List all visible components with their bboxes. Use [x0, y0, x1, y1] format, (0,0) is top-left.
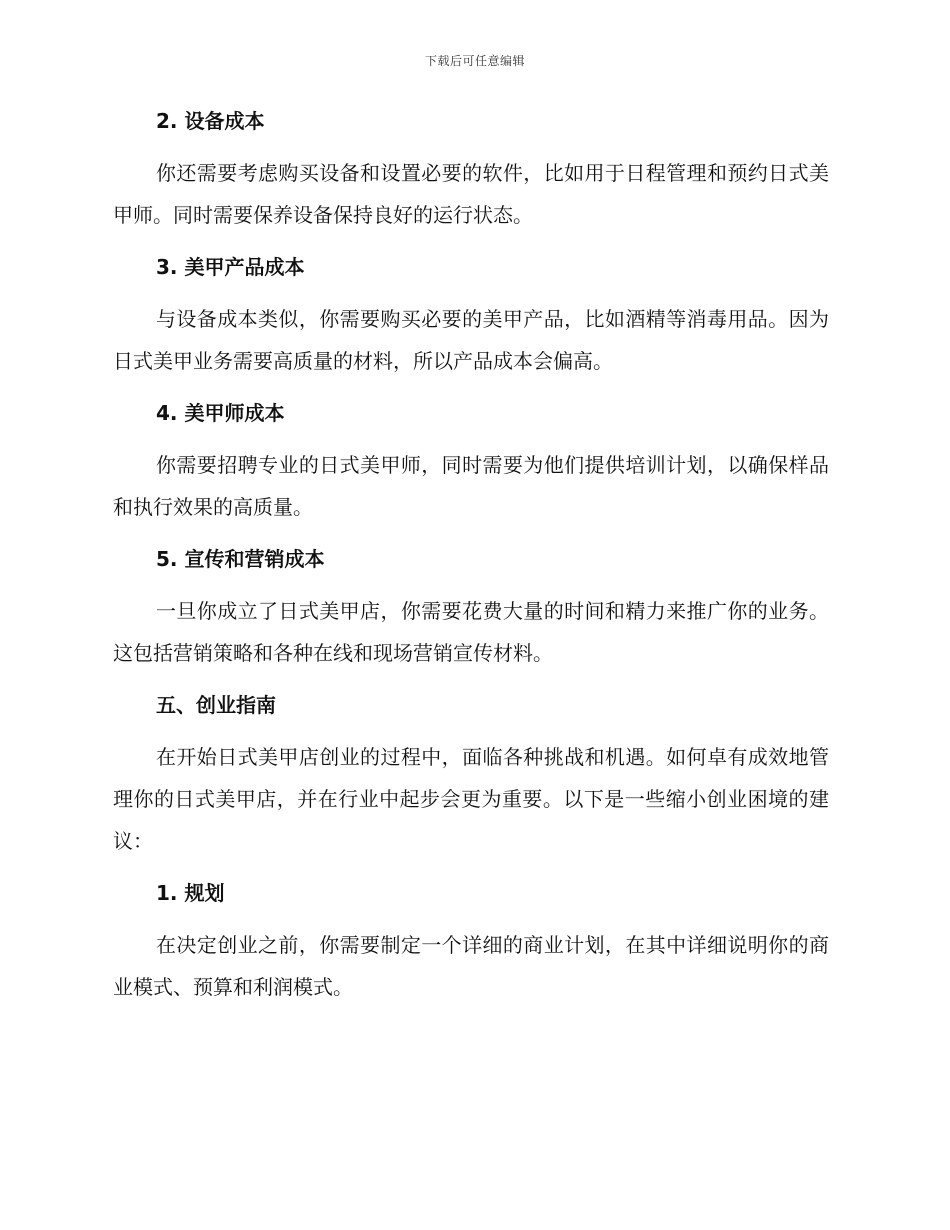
section-heading-staff-cost: 4. 美甲师成本 — [156, 401, 285, 425]
section-heading-product-cost: 3. 美甲产品成本 — [156, 255, 305, 279]
page-header: 下载后可任意编辑 — [424, 54, 525, 68]
section-body-planning: 在决定创业之前，你需要制定一个详细的商业计划，在其中详细说明你的商业模式、预算和利润模式。 — [113, 933, 829, 999]
section-heading-startup-guide: 五、创业指南 — [156, 693, 276, 717]
section-heading-marketing-cost: 5. 宣传和营销成本 — [156, 547, 325, 571]
section-body-marketing-cost: 一旦你成立了日式美甲店，你需要花费大量的时间和精力来推广你的业务。这包括营销策略和各种在线和现场营销宣传材料。 — [113, 599, 829, 665]
section-body-staff-cost: 你需要招聘专业的日式美甲师，同时需要为他们提供培训计划，以确保样品和执行效果的高质量。 — [113, 453, 829, 519]
document-body — [113, 106, 829, 1024]
section-body-product-cost: 与设备成本类似，你需要购买必要的美甲产品，比如酒精等消毒用品。因为日式美甲业务需要高质量的材料，所以产品成本会偏高。 — [113, 307, 829, 373]
section-heading-equipment-cost: 2. 设备成本 — [156, 109, 265, 133]
section-body-startup-guide: 在开始日式美甲店创业的过程中，面临各种挑战和机遇。如何卓有成效地管理你的日式美甲店，并在行业中起步会更为重要。以下是一些缩小创业困境的建议： — [113, 745, 829, 853]
section-body-equipment-cost: 你还需要考虑购买设备和设置必要的软件，比如用于日程管理和预约日式美甲师。同时需要保养设备保持良好的运行状态。 — [113, 161, 829, 227]
section-heading-planning: 1. 规划 — [156, 881, 225, 905]
